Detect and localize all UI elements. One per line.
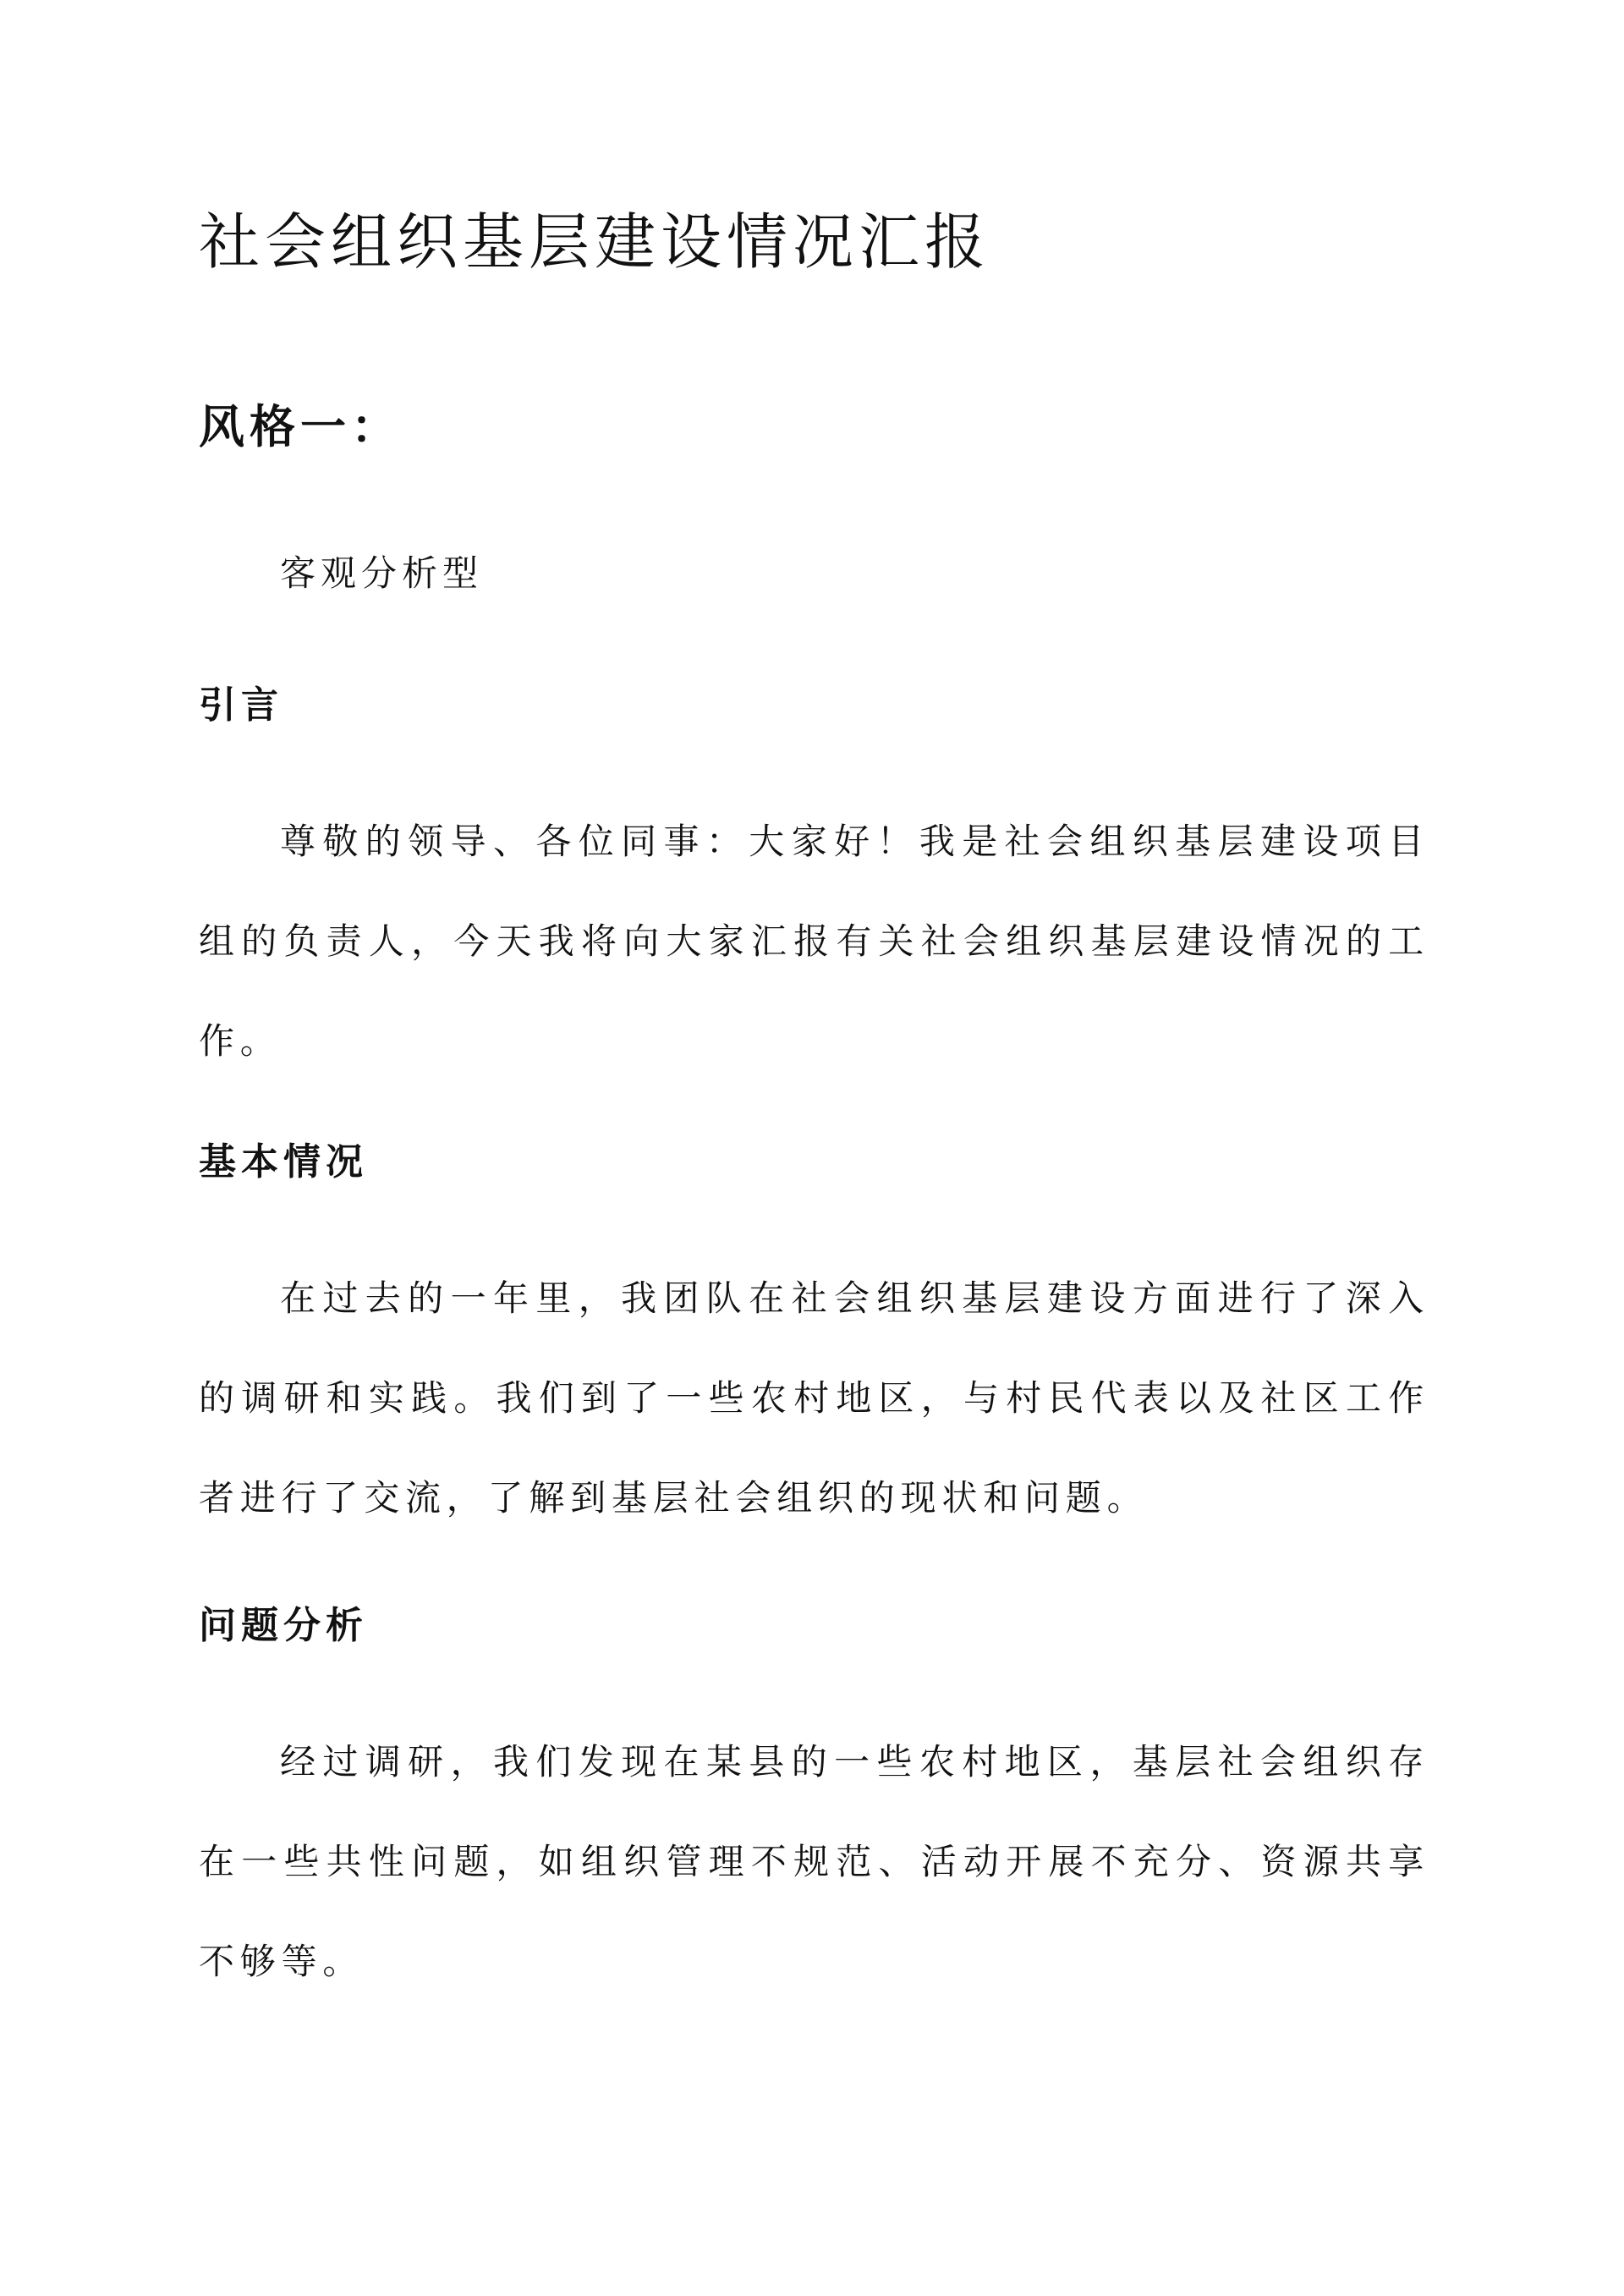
section-paragraph-basic: 在过去的一年里，我团队在社会组织基层建设方面进行了深入的调研和实践。我们到了一些农村地区，与村民代表以及社区工作者进行了交流，了解到基层社会组织的现状和问题。 — [199, 1277, 1429, 1519]
section-heading-basic: 基本情况 — [199, 1140, 368, 1184]
style-heading: 风格一： — [199, 399, 402, 453]
style-subtitle: 客观分析型 — [280, 552, 484, 594]
section-paragraph-intro: 尊敬的领导、各位同事：大家好！我是社会组织基层建设项目组的负责人，今天我将向大家汇报有关社会组织基层建设情况的工作。 — [199, 821, 1429, 1062]
section-paragraph-problem: 经过调研，我们发现在某县的一些农村地区，基层社会组织存在一些共性问题，如组织管理不规范、活动开展不充分、资源共享不够等。 — [199, 1741, 1429, 1982]
section-heading-intro: 引言 — [199, 684, 283, 727]
page-title: 社会组织基层建设情况汇报 — [199, 206, 991, 277]
section-heading-problem: 问题分析 — [199, 1604, 368, 1647]
